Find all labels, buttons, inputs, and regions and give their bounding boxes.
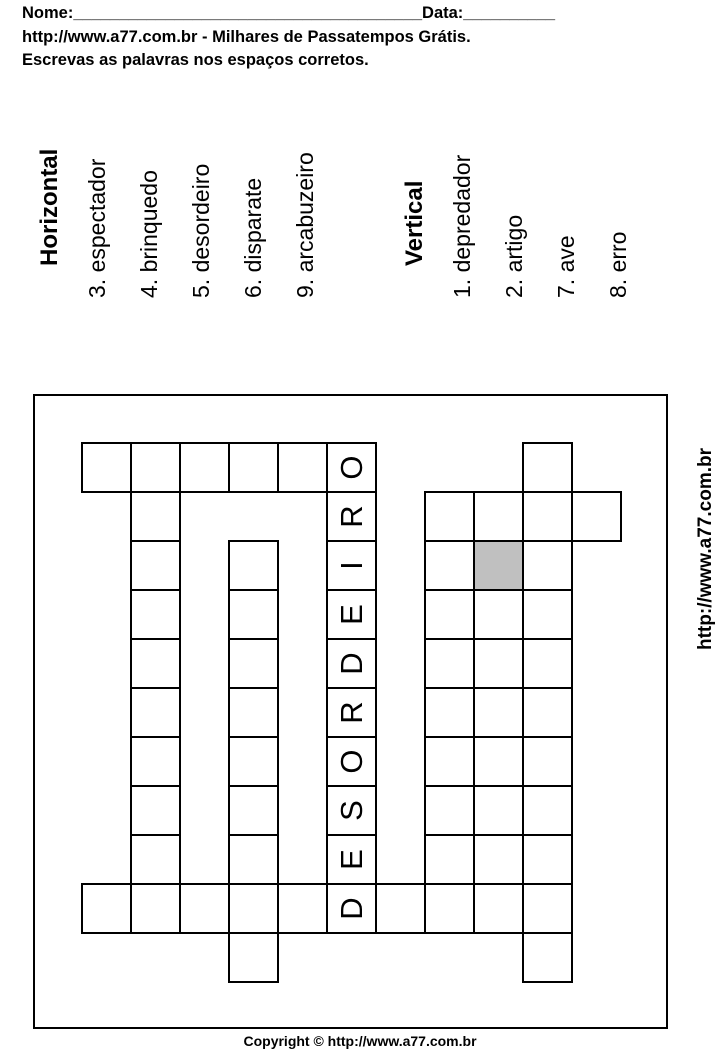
grid-letter: E: [334, 604, 369, 625]
grid-cell[interactable]: [229, 835, 278, 884]
grid-cell[interactable]: [425, 639, 474, 688]
grid-cell[interactable]: [229, 884, 278, 933]
horizontal-clue: 6. disparate: [240, 177, 266, 298]
grid-letter: O: [334, 749, 369, 774]
name-date-line: Nome:______________________________________Data:__________: [22, 4, 556, 22]
grid-cell[interactable]: [425, 590, 474, 639]
grid-cell[interactable]: [425, 835, 474, 884]
grid-cell[interactable]: [131, 590, 180, 639]
grid-cell[interactable]: [376, 884, 425, 933]
grid-cell[interactable]: [278, 884, 327, 933]
grid-cell[interactable]: [474, 590, 523, 639]
grid-cell[interactable]: [523, 786, 572, 835]
horizontal-clues-title: Horizontal: [36, 148, 63, 266]
grid-cell[interactable]: [523, 884, 572, 933]
vertical-clues-title: Vertical: [401, 180, 428, 266]
grid-cell[interactable]: [131, 639, 180, 688]
grid-cell[interactable]: [229, 590, 278, 639]
side-url: http://www.a77.com.br: [695, 448, 716, 650]
grid-cell[interactable]: [523, 737, 572, 786]
grid-letter: D: [334, 652, 369, 675]
grid-cell[interactable]: [425, 492, 474, 541]
horizontal-clue: 5. desordeiro: [188, 163, 214, 298]
grid-letter: R: [334, 701, 369, 724]
grid-cell[interactable]: [229, 688, 278, 737]
grid-cell[interactable]: [131, 541, 180, 590]
grid-cell[interactable]: [278, 443, 327, 492]
grid-letter: S: [334, 800, 369, 821]
grid-cell[interactable]: [229, 786, 278, 835]
grid-letter: O: [334, 455, 369, 480]
grid-cell[interactable]: [131, 786, 180, 835]
grid-letter: I: [334, 561, 369, 570]
horizontal-clue: 9. arcabuzeiro: [292, 152, 318, 298]
grid-cell[interactable]: [82, 443, 131, 492]
grid-cell[interactable]: [425, 786, 474, 835]
grid-cell[interactable]: [131, 443, 180, 492]
vertical-clue: 2. artigo: [501, 214, 527, 298]
grid-cell[interactable]: [572, 492, 621, 541]
grid-cell[interactable]: [425, 688, 474, 737]
grid-cell[interactable]: [474, 884, 523, 933]
horizontal-clue: 3. espectador: [84, 158, 110, 298]
grid-cell[interactable]: [131, 492, 180, 541]
grid-cell[interactable]: [229, 639, 278, 688]
grid-cell[interactable]: [474, 639, 523, 688]
grid-cell[interactable]: [523, 688, 572, 737]
grid-cell[interactable]: [474, 688, 523, 737]
grid-cell[interactable]: [523, 492, 572, 541]
grid-cell[interactable]: [523, 639, 572, 688]
shaded-cell: [474, 541, 523, 590]
grid-cell[interactable]: [229, 737, 278, 786]
grid-letter: E: [334, 849, 369, 870]
grid-cell[interactable]: [523, 541, 572, 590]
grid-cell[interactable]: [523, 933, 572, 982]
site-tagline: http://www.a77.com.br - Milhares de Passatempos Grátis.: [22, 28, 471, 46]
grid-cell[interactable]: [131, 688, 180, 737]
instructions: Escrevas as palavras nos espaços corretos.: [22, 51, 369, 69]
grid-cell[interactable]: [131, 835, 180, 884]
copyright: Copyright © http://www.a77.com.br: [243, 1033, 477, 1049]
grid-cell[interactable]: [425, 737, 474, 786]
grid-cell[interactable]: [131, 884, 180, 933]
grid-cell[interactable]: [523, 590, 572, 639]
vertical-clue: 1. depredador: [449, 154, 475, 298]
grid-cell[interactable]: [82, 884, 131, 933]
grid-cell[interactable]: [474, 737, 523, 786]
grid-cell[interactable]: [425, 541, 474, 590]
grid-cell[interactable]: [229, 443, 278, 492]
horizontal-clue: 4. brinquedo: [136, 170, 162, 298]
grid-cell[interactable]: [131, 737, 180, 786]
grid-letter: R: [334, 505, 369, 528]
grid-letter: D: [334, 897, 369, 920]
grid-cell[interactable]: [474, 835, 523, 884]
grid-cell[interactable]: [229, 541, 278, 590]
grid-cell[interactable]: [523, 835, 572, 884]
grid-cell[interactable]: [523, 443, 572, 492]
grid-cell[interactable]: [425, 884, 474, 933]
grid-cell[interactable]: [180, 884, 229, 933]
vertical-clue: 8. erro: [605, 231, 631, 298]
vertical-clue: 7. ave: [553, 235, 579, 298]
grid-cell[interactable]: [474, 786, 523, 835]
grid-cell[interactable]: [229, 933, 278, 982]
grid-cell[interactable]: [180, 443, 229, 492]
grid-cell[interactable]: [474, 492, 523, 541]
